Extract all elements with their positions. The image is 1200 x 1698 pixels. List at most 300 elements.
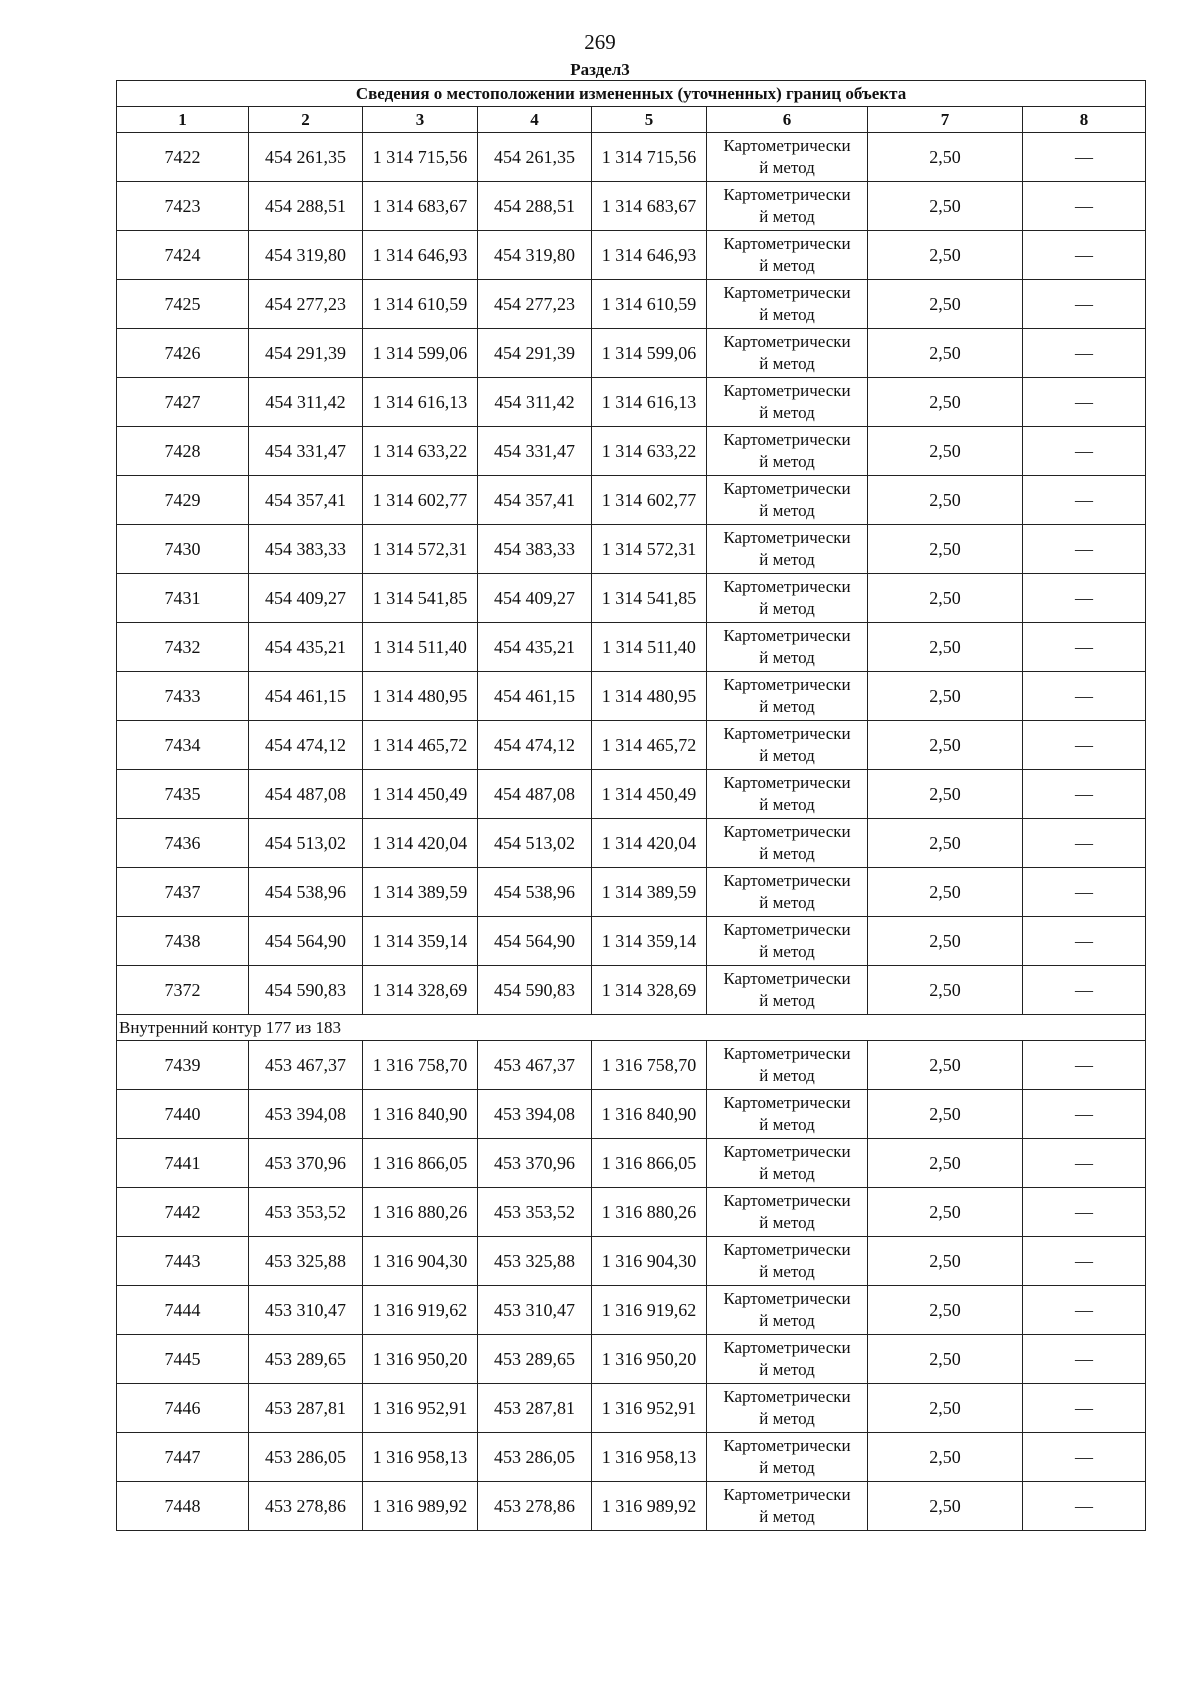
table-row [117,819,1146,868]
method-line-1: Картометрически [723,577,851,596]
method-line-1: Картометрически [723,1093,851,1112]
y-existing-cell: 1 314 616,13 [363,378,478,427]
y-new-cell: 1 314 572,31 [592,525,707,574]
x-new-cell: 454 291,39 [478,329,592,378]
table-row [117,476,1146,525]
x-new-cell: 454 261,35 [478,133,592,182]
x-existing-cell: 453 325,88 [249,1237,363,1286]
y-new-cell: 1 314 683,67 [592,182,707,231]
accuracy-cell: 2,50 [868,819,1023,868]
method-cell [707,476,868,525]
y-new-cell: 1 314 646,93 [592,231,707,280]
point-number-cell: 7429 [117,476,249,525]
point-number-cell: 7448 [117,1482,249,1531]
y-existing-cell: 1 316 952,91 [363,1384,478,1433]
section-title: Раздел3 [570,60,630,79]
description-cell: — [1023,1286,1146,1335]
x-existing-cell: 453 278,86 [249,1482,363,1531]
method-line-2: й метод [759,1115,815,1134]
x-new-cell: 454 564,90 [478,917,592,966]
x-new-cell: 454 319,80 [478,231,592,280]
method-cell [707,1384,868,1433]
method-line-2: й метод [759,256,815,275]
x-existing-cell: 453 467,37 [249,1041,363,1090]
method-cell [707,819,868,868]
column-number: 7 [868,107,1023,133]
method-line-2: й метод [759,550,815,569]
method-cell [707,280,868,329]
y-existing-cell: 1 314 572,31 [363,525,478,574]
x-existing-cell: 454 331,47 [249,427,363,476]
x-existing-cell: 454 383,33 [249,525,363,574]
x-existing-cell: 454 409,27 [249,574,363,623]
y-new-cell: 1 316 758,70 [592,1041,707,1090]
point-number-cell: 7372 [117,966,249,1015]
x-new-cell: 453 467,37 [478,1041,592,1090]
method-line-1: Картометрически [723,1240,851,1259]
x-existing-cell: 453 287,81 [249,1384,363,1433]
x-existing-cell: 454 291,39 [249,329,363,378]
column-number: 3 [363,107,478,133]
y-existing-cell: 1 314 599,06 [363,329,478,378]
table-row [117,868,1146,917]
y-new-cell: 1 314 610,59 [592,280,707,329]
method-line-2: й метод [759,893,815,912]
description-cell: — [1023,1041,1146,1090]
x-new-cell: 453 370,96 [478,1139,592,1188]
method-cell [707,574,868,623]
x-existing-cell: 454 319,80 [249,231,363,280]
method-cell [707,1090,868,1139]
table-row [117,1286,1146,1335]
method-line-1: Картометрически [723,185,851,204]
y-existing-cell: 1 314 450,49 [363,770,478,819]
description-cell: — [1023,427,1146,476]
x-existing-cell: 454 538,96 [249,868,363,917]
x-existing-cell: 454 288,51 [249,182,363,231]
y-new-cell: 1 314 420,04 [592,819,707,868]
accuracy-cell: 2,50 [868,525,1023,574]
table-row [117,1482,1146,1531]
table-row [117,574,1146,623]
method-cell [707,231,868,280]
point-number-cell: 7432 [117,623,249,672]
table-row [117,1237,1146,1286]
point-number-cell: 7444 [117,1286,249,1335]
table-caption-row [117,81,1146,107]
method-line-2: й метод [759,1262,815,1281]
y-new-cell: 1 314 633,22 [592,427,707,476]
y-existing-cell: 1 314 715,56 [363,133,478,182]
method-line-2: й метод [759,207,815,226]
y-existing-cell: 1 314 389,59 [363,868,478,917]
accuracy-cell: 2,50 [868,1237,1023,1286]
point-number-cell: 7436 [117,819,249,868]
y-existing-cell: 1 314 328,69 [363,966,478,1015]
method-line-1: Картометрически [723,528,851,547]
description-cell: — [1023,133,1146,182]
y-existing-cell: 1 314 683,67 [363,182,478,231]
method-line-2: й метод [759,1458,815,1477]
accuracy-cell: 2,50 [868,1384,1023,1433]
method-cell [707,966,868,1015]
y-new-cell: 1 316 958,13 [592,1433,707,1482]
x-existing-cell: 454 311,42 [249,378,363,427]
x-existing-cell: 453 353,52 [249,1188,363,1237]
description-cell: — [1023,1188,1146,1237]
description-cell: — [1023,1482,1146,1531]
table-row [117,280,1146,329]
method-line-2: й метод [759,844,815,863]
table-row [117,1041,1146,1090]
x-existing-cell: 453 310,47 [249,1286,363,1335]
y-new-cell: 1 316 840,90 [592,1090,707,1139]
method-cell [707,1237,868,1286]
x-new-cell: 454 288,51 [478,182,592,231]
method-line-1: Картометрически [723,1044,851,1063]
y-existing-cell: 1 316 919,62 [363,1286,478,1335]
method-line-2: й метод [759,746,815,765]
accuracy-cell: 2,50 [868,966,1023,1015]
method-line-1: Картометрически [723,1387,851,1406]
point-number-cell: 7443 [117,1237,249,1286]
description-cell: — [1023,231,1146,280]
x-new-cell: 454 513,02 [478,819,592,868]
method-cell [707,182,868,231]
point-number-cell: 7426 [117,329,249,378]
description-cell: — [1023,280,1146,329]
point-number-cell: 7439 [117,1041,249,1090]
table-row [117,231,1146,280]
accuracy-cell: 2,50 [868,133,1023,182]
y-new-cell: 1 314 450,49 [592,770,707,819]
method-line-1: Картометрически [723,871,851,890]
x-new-cell: 454 383,33 [478,525,592,574]
method-cell [707,868,868,917]
table-row [117,133,1146,182]
method-line-1: Картометрически [723,822,851,841]
method-line-1: Картометрически [723,969,851,988]
column-number: 2 [249,107,363,133]
method-cell [707,329,868,378]
column-number: 8 [1023,107,1146,133]
table-row [117,182,1146,231]
table-row [117,525,1146,574]
x-existing-cell: 454 564,90 [249,917,363,966]
point-number-cell: 7435 [117,770,249,819]
y-existing-cell: 1 316 880,26 [363,1188,478,1237]
table-body [117,133,1146,1531]
y-new-cell: 1 314 389,59 [592,868,707,917]
x-existing-cell: 454 590,83 [249,966,363,1015]
description-cell: — [1023,525,1146,574]
method-line-2: й метод [759,942,815,961]
accuracy-cell: 2,50 [868,476,1023,525]
method-cell [707,1335,868,1384]
accuracy-cell: 2,50 [868,280,1023,329]
method-line-1: Картометрически [723,1338,851,1357]
x-new-cell: 454 487,08 [478,770,592,819]
method-line-1: Картометрически [723,773,851,792]
method-line-1: Картометрически [723,1289,851,1308]
table-row [117,1384,1146,1433]
accuracy-cell: 2,50 [868,1188,1023,1237]
method-line-2: й метод [759,354,815,373]
point-number-cell: 7431 [117,574,249,623]
x-existing-cell: 454 261,35 [249,133,363,182]
y-existing-cell: 1 314 610,59 [363,280,478,329]
table-row [117,329,1146,378]
table-row [117,623,1146,672]
method-cell [707,378,868,427]
method-line-2: й метод [759,1164,815,1183]
method-line-2: й метод [759,403,815,422]
x-new-cell: 454 311,42 [478,378,592,427]
x-new-cell: 454 409,27 [478,574,592,623]
table-row [117,1090,1146,1139]
y-new-cell: 1 314 511,40 [592,623,707,672]
method-line-1: Картометрически [723,1485,851,1504]
table-row [117,770,1146,819]
accuracy-cell: 2,50 [868,1139,1023,1188]
column-number-row [117,107,1146,133]
table-row [117,1433,1146,1482]
y-existing-cell: 1 314 465,72 [363,721,478,770]
method-line-1: Картометрически [723,626,851,645]
method-line-1: Картометрически [723,675,851,694]
method-line-1: Картометрически [723,724,851,743]
method-cell [707,525,868,574]
x-new-cell: 454 277,23 [478,280,592,329]
accuracy-cell: 2,50 [868,917,1023,966]
method-cell [707,917,868,966]
x-existing-cell: 454 513,02 [249,819,363,868]
accuracy-cell: 2,50 [868,182,1023,231]
method-line-2: й метод [759,1409,815,1428]
method-line-2: й метод [759,1066,815,1085]
table-caption: Сведения о местоположении измененных (уточненных) границ объекта [117,81,1146,107]
method-line-2: й метод [759,1213,815,1232]
y-existing-cell: 1 314 602,77 [363,476,478,525]
description-cell: — [1023,917,1146,966]
method-line-2: й метод [759,1360,815,1379]
accuracy-cell: 2,50 [868,574,1023,623]
x-new-cell: 454 538,96 [478,868,592,917]
y-new-cell: 1 314 359,14 [592,917,707,966]
accuracy-cell: 2,50 [868,672,1023,721]
method-cell [707,1286,868,1335]
method-line-2: й метод [759,599,815,618]
description-cell: — [1023,868,1146,917]
column-number: 1 [117,107,249,133]
point-number-cell: 7442 [117,1188,249,1237]
point-number-cell: 7424 [117,231,249,280]
method-line-1: Картометрически [723,332,851,351]
accuracy-cell: 2,50 [868,1482,1023,1531]
table-row [117,917,1146,966]
y-new-cell: 1 314 616,13 [592,378,707,427]
description-cell: — [1023,1335,1146,1384]
description-cell: — [1023,672,1146,721]
x-new-cell: 453 310,47 [478,1286,592,1335]
method-cell [707,427,868,476]
description-cell: — [1023,1237,1146,1286]
description-cell: — [1023,378,1146,427]
x-new-cell: 453 278,86 [478,1482,592,1531]
y-existing-cell: 1 316 958,13 [363,1433,478,1482]
y-new-cell: 1 316 866,05 [592,1139,707,1188]
method-line-1: Картометрически [723,1436,851,1455]
method-line-2: й метод [759,1311,815,1330]
x-existing-cell: 454 277,23 [249,280,363,329]
x-existing-cell: 454 474,12 [249,721,363,770]
column-number: 6 [707,107,868,133]
point-number-cell: 7427 [117,378,249,427]
x-new-cell: 454 461,15 [478,672,592,721]
accuracy-cell: 2,50 [868,868,1023,917]
point-number-cell: 7423 [117,182,249,231]
method-cell [707,1188,868,1237]
table-row [117,1188,1146,1237]
method-line-1: Картометрически [723,283,851,302]
x-new-cell: 454 435,21 [478,623,592,672]
method-cell [707,1041,868,1090]
method-line-2: й метод [759,697,815,716]
x-existing-cell: 453 394,08 [249,1090,363,1139]
y-new-cell: 1 316 904,30 [592,1237,707,1286]
accuracy-cell: 2,50 [868,770,1023,819]
method-line-2: й метод [759,158,815,177]
y-existing-cell: 1 316 989,92 [363,1482,478,1531]
method-line-2: й метод [759,501,815,520]
table-row [117,721,1146,770]
method-line-1: Картометрически [723,1142,851,1161]
table-row [117,672,1146,721]
point-number-cell: 7425 [117,280,249,329]
x-existing-cell: 454 435,21 [249,623,363,672]
description-cell: — [1023,1139,1146,1188]
method-line-2: й метод [759,648,815,667]
point-number-cell: 7428 [117,427,249,476]
y-existing-cell: 1 316 904,30 [363,1237,478,1286]
method-cell [707,721,868,770]
description-cell: — [1023,1090,1146,1139]
method-cell [707,672,868,721]
y-existing-cell: 1 314 646,93 [363,231,478,280]
y-new-cell: 1 314 541,85 [592,574,707,623]
x-new-cell: 454 474,12 [478,721,592,770]
x-new-cell: 454 590,83 [478,966,592,1015]
y-existing-cell: 1 314 633,22 [363,427,478,476]
description-cell: — [1023,1384,1146,1433]
method-cell [707,623,868,672]
x-new-cell: 453 394,08 [478,1090,592,1139]
accuracy-cell: 2,50 [868,231,1023,280]
description-cell: — [1023,329,1146,378]
method-cell [707,1433,868,1482]
point-number-cell: 7434 [117,721,249,770]
method-cell [707,1482,868,1531]
y-new-cell: 1 316 880,26 [592,1188,707,1237]
coordinates-table [116,80,1146,1531]
description-cell: — [1023,721,1146,770]
point-number-cell: 7446 [117,1384,249,1433]
method-line-1: Картометрически [723,479,851,498]
point-number-cell: 7440 [117,1090,249,1139]
description-cell: — [1023,770,1146,819]
accuracy-cell: 2,50 [868,378,1023,427]
x-new-cell: 453 287,81 [478,1384,592,1433]
column-number: 4 [478,107,592,133]
method-line-1: Картометрически [723,1191,851,1210]
y-new-cell: 1 316 950,20 [592,1335,707,1384]
description-cell: — [1023,623,1146,672]
point-number-cell: 7445 [117,1335,249,1384]
y-existing-cell: 1 316 758,70 [363,1041,478,1090]
point-number-cell: 7447 [117,1433,249,1482]
x-new-cell: 453 286,05 [478,1433,592,1482]
description-cell: — [1023,966,1146,1015]
method-line-2: й метод [759,452,815,471]
accuracy-cell: 2,50 [868,1090,1023,1139]
method-line-1: Картометрически [723,920,851,939]
table-row [117,966,1146,1015]
y-existing-cell: 1 314 511,40 [363,623,478,672]
accuracy-cell: 2,50 [868,623,1023,672]
x-existing-cell: 453 370,96 [249,1139,363,1188]
y-new-cell: 1 314 599,06 [592,329,707,378]
accuracy-cell: 2,50 [868,427,1023,476]
y-new-cell: 1 314 602,77 [592,476,707,525]
accuracy-cell: 2,50 [868,1335,1023,1384]
method-line-1: Картометрически [723,234,851,253]
point-number-cell: 7433 [117,672,249,721]
method-line-2: й метод [759,795,815,814]
y-new-cell: 1 314 715,56 [592,133,707,182]
method-line-2: й метод [759,991,815,1010]
method-line-2: й метод [759,305,815,324]
page-number: 269 [584,30,616,54]
point-number-cell: 7422 [117,133,249,182]
accuracy-cell: 2,50 [868,1433,1023,1482]
method-cell [707,133,868,182]
y-existing-cell: 1 314 480,95 [363,672,478,721]
point-number-cell: 7438 [117,917,249,966]
y-existing-cell: 1 314 420,04 [363,819,478,868]
accuracy-cell: 2,50 [868,329,1023,378]
method-line-1: Картометрически [723,381,851,400]
column-number: 5 [592,107,707,133]
accuracy-cell: 2,50 [868,721,1023,770]
contour-row [117,1015,1146,1041]
y-new-cell: 1 316 952,91 [592,1384,707,1433]
description-cell: — [1023,1433,1146,1482]
y-new-cell: 1 316 989,92 [592,1482,707,1531]
y-existing-cell: 1 316 866,05 [363,1139,478,1188]
x-existing-cell: 453 289,65 [249,1335,363,1384]
method-cell [707,1139,868,1188]
point-number-cell: 7430 [117,525,249,574]
y-existing-cell: 1 316 950,20 [363,1335,478,1384]
description-cell: — [1023,574,1146,623]
x-new-cell: 454 331,47 [478,427,592,476]
x-existing-cell: 454 461,15 [249,672,363,721]
point-number-cell: 7437 [117,868,249,917]
x-existing-cell: 453 286,05 [249,1433,363,1482]
y-new-cell: 1 316 919,62 [592,1286,707,1335]
y-existing-cell: 1 316 840,90 [363,1090,478,1139]
description-cell: — [1023,182,1146,231]
